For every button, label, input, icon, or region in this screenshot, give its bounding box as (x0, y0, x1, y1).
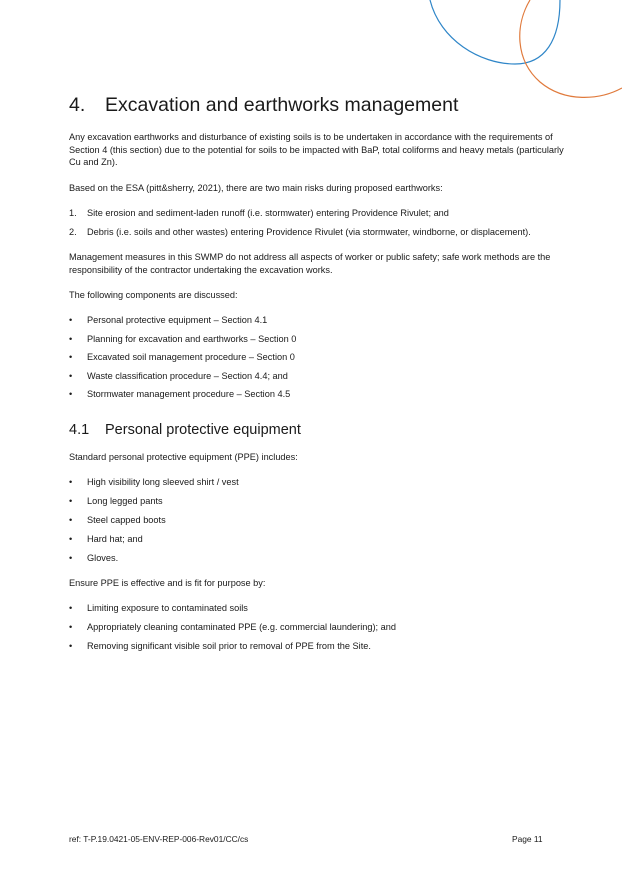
subsection-heading (69, 421, 569, 439)
list-item-text: Excavated soil management procedure – Section 0 (87, 352, 295, 362)
bullet-icon: • (69, 371, 73, 381)
subsection-number: 4.1 (69, 422, 90, 438)
bullet-icon: • (69, 477, 73, 487)
intro-paragraph: Any excavation earthworks and disturbance of existing soils is to be undertaken in accordance with the requirements of Section 4 (this section) due to the potential for soils to be impacted with BaP, total coliforms and heavy metals (particularly Cu and Zn). (69, 132, 564, 167)
list-number: 2. (69, 227, 77, 237)
list-item (69, 621, 569, 634)
components-intro: The following components are discussed: (69, 290, 238, 300)
list-item (69, 552, 569, 565)
bullet-icon: • (69, 352, 73, 362)
list-item (69, 333, 569, 346)
bullet-icon: • (69, 496, 73, 506)
bullet-icon: • (69, 515, 73, 525)
bullet-icon: • (69, 334, 73, 344)
list-item-text: Steel capped boots (87, 515, 166, 525)
list-item-text: Planning for excavation and earthworks – Section 0 (87, 334, 297, 344)
bullet-icon: • (69, 641, 73, 651)
list-item (69, 370, 569, 383)
blue-arc (430, 0, 560, 64)
list-item (69, 514, 569, 527)
management-paragraph: Management measures in this SWMP do not address all aspects of worker or public safety; safe work methods are the responsibility of the contractor undertaking the excavation works. (69, 252, 551, 275)
bullet-icon: • (69, 603, 73, 613)
bullet-icon: • (69, 534, 73, 544)
list-item (69, 602, 569, 615)
list-item (69, 640, 569, 653)
section-heading (69, 93, 569, 117)
bullet-icon: • (69, 553, 73, 563)
list-item (69, 533, 569, 546)
list-item (69, 351, 569, 364)
list-item-text: Personal protective equipment – Section 4.1 (87, 315, 268, 325)
bullet-icon: • (69, 315, 73, 325)
footer-reference: ref: T-P.19.0421-05-ENV-REP-006-Rev01/CC/cs (69, 834, 249, 844)
ppe-intro: Standard personal protective equipment (PPE) includes: (69, 452, 298, 462)
list-item-text: Appropriately cleaning contaminated PPE (e.g. commercial laundering); and (87, 622, 396, 632)
orange-arc (520, 0, 622, 97)
list-item (69, 495, 569, 508)
list-item-text: Hard hat; and (87, 534, 143, 544)
bullet-icon: • (69, 622, 73, 632)
list-item-text: Gloves. (87, 553, 119, 563)
risks-intro: Based on the ESA (pitt&sherry, 2021), there are two main risks during proposed earthworks: (69, 183, 443, 193)
section-title: Excavation and earthworks management (105, 94, 459, 116)
list-item-text: Removing significant visible soil prior to removal of PPE from the Site. (87, 641, 371, 651)
section-number: 4. (69, 94, 86, 116)
list-item-text: Limiting exposure to contaminated soils (87, 603, 248, 613)
effective-intro: Ensure PPE is effective and is fit for purpose by: (69, 578, 266, 588)
subsection-title: Personal protective equipment (105, 422, 301, 438)
list-item (69, 207, 569, 220)
list-item (69, 226, 569, 239)
list-item-text: High visibility long sleeved shirt / vest (87, 477, 239, 487)
list-item-text: Long legged pants (87, 496, 163, 506)
list-item (69, 476, 569, 489)
list-item-text: Stormwater management procedure – Section 4.5 (87, 389, 291, 399)
list-item-text: Site erosion and sediment-laden runoff (i.e. stormwater) entering Providence Rivulet; and (87, 208, 449, 218)
list-item-text: Debris (i.e. soils and other wastes) entering Providence Rivulet (via stormwater, windborne, or displacement). (87, 227, 531, 237)
list-item (69, 388, 569, 401)
bullet-icon: • (69, 389, 73, 399)
list-item (69, 314, 569, 327)
list-item-text: Waste classification procedure – Section 4.4; and (87, 371, 288, 381)
footer-page-number: Page 11 (512, 834, 543, 844)
list-number: 1. (69, 208, 77, 218)
